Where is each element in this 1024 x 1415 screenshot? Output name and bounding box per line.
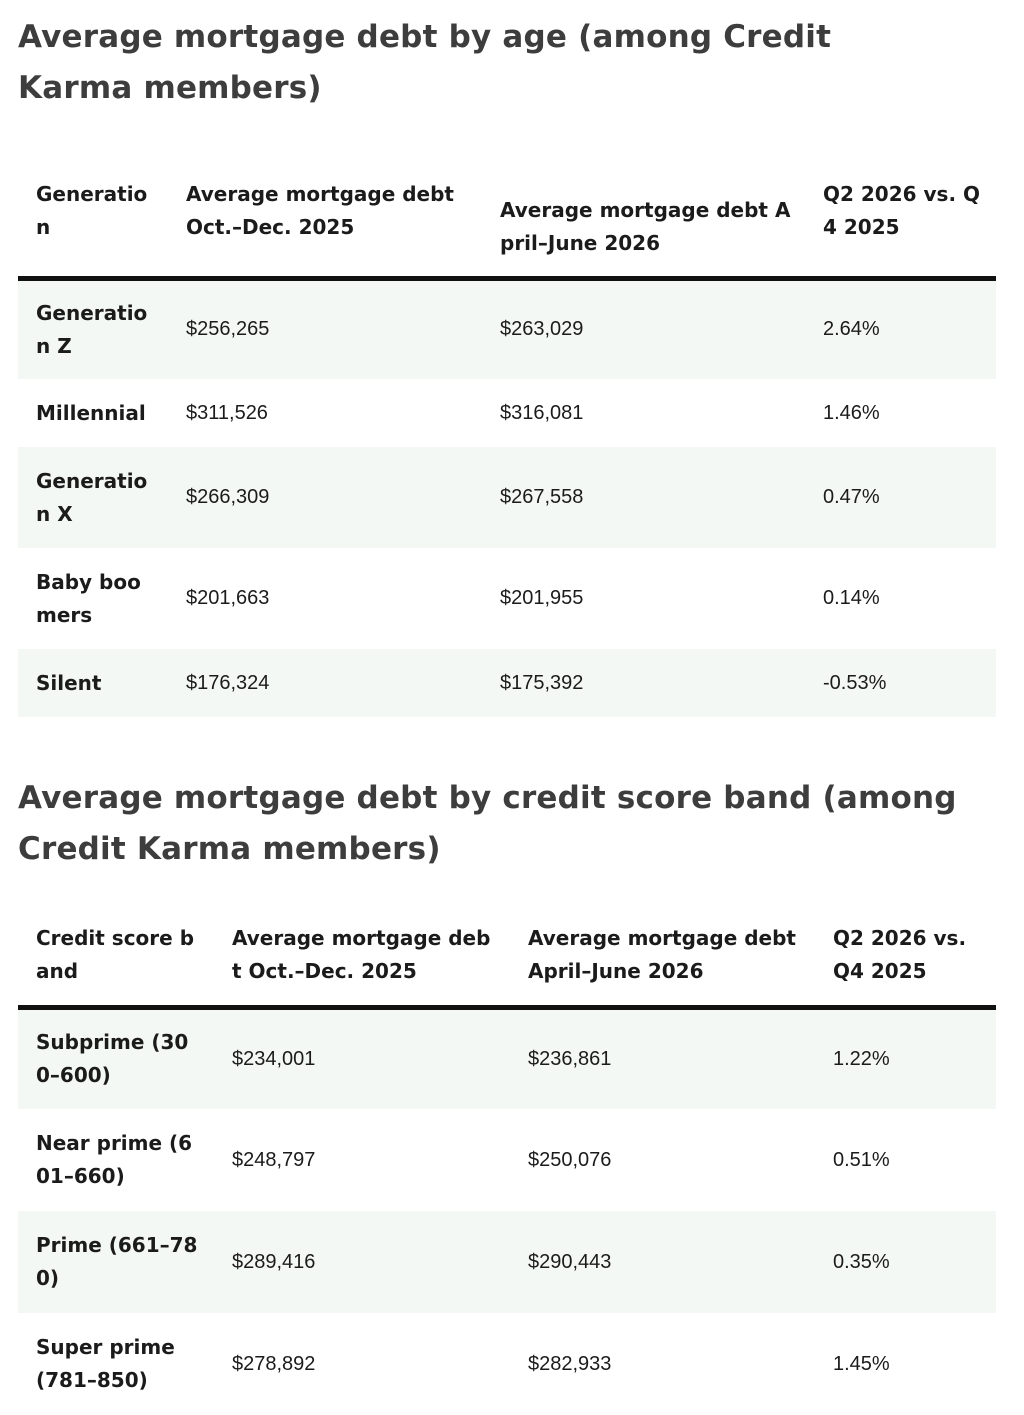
- cell-q4-2025: $278,892: [232, 1352, 316, 1375]
- cell-change: -0.53%: [805, 649, 996, 717]
- cell-change: 0.35%: [815, 1211, 996, 1313]
- section-title-by-age: Average mortgage debt by age (among Credit Karma members): [18, 19, 832, 106]
- row-label: Prime (661–780): [18, 1211, 214, 1313]
- cell-change: 2.64%: [805, 278, 996, 379]
- section-title-by-credit-score: Average mortgage debt by credit score band (among Credit Karma members): [18, 780, 957, 867]
- cell-q4-2025: $234,001: [214, 1007, 510, 1109]
- header-row: [18, 905, 996, 1007]
- column-header-change: Q2 2026 vs. Q4 2025: [805, 160, 996, 278]
- table-row: [18, 1007, 996, 1109]
- cell-change: 1.46%: [823, 401, 880, 424]
- table-row: [18, 1211, 996, 1313]
- row-label: Subprime (300–600): [18, 1007, 214, 1109]
- table-row: [18, 1313, 996, 1415]
- cell-change: 1.45%: [833, 1352, 890, 1375]
- column-header-q2-2026: Average mortgage debt April–June 2026: [482, 160, 805, 278]
- table-row: [18, 548, 996, 649]
- cell-q2-2026: $263,029: [482, 278, 805, 379]
- table-row: [18, 649, 996, 717]
- table-header: [18, 160, 996, 278]
- column-header-q4-2025: Average mortgage debt Oct.–Dec. 2025: [214, 905, 510, 1007]
- table-row: [18, 278, 996, 379]
- column-header-q4-2025: Average mortgage debt Oct.–Dec. 2025: [168, 160, 482, 278]
- cell-q4-2025: $289,416: [214, 1211, 510, 1313]
- table-row: [18, 379, 996, 447]
- column-header-change: Q2 2026 vs. Q4 2025: [815, 905, 996, 1007]
- header-row: [18, 160, 996, 278]
- table-header: [18, 905, 996, 1007]
- cell-q2-2026: $290,443: [510, 1211, 815, 1313]
- cell-q4-2025: $266,309: [168, 447, 482, 548]
- row-label: Super prime (781–850): [36, 1335, 175, 1392]
- table-row: [18, 447, 996, 548]
- cell-q2-2026: $175,392: [482, 649, 805, 717]
- cell-q4-2025: $311,526: [186, 401, 268, 424]
- cell-q2-2026: $250,076: [528, 1148, 612, 1171]
- column-header-credit-score-band: Credit score band: [18, 905, 214, 1007]
- cell-q2-2026: $316,081: [500, 401, 584, 424]
- row-label: Generation X: [18, 447, 168, 548]
- row-label: Baby boomers: [36, 569, 141, 627]
- cell-q4-2025: $256,265: [168, 278, 482, 379]
- cell-change: 0.14%: [823, 587, 880, 609]
- cell-q2-2026: $267,558: [482, 447, 805, 548]
- row-label: Near prime (601–660): [36, 1131, 193, 1188]
- cell-q2-2026: $236,861: [510, 1007, 815, 1109]
- cell-q4-2025: $176,324: [168, 649, 482, 717]
- column-header-q2-2026: Average mortgage debt April–June 2026: [510, 905, 815, 1007]
- cell-change: 0.47%: [805, 447, 996, 548]
- mortgage-debt-by-credit-score-table: [18, 905, 996, 1415]
- column-header-generation: Generation: [18, 160, 168, 278]
- cell-q4-2025: $248,797: [232, 1148, 316, 1171]
- mortgage-debt-by-age-table: [18, 160, 996, 717]
- row-label: Millennial: [36, 400, 146, 425]
- row-label: Generation Z: [18, 278, 168, 379]
- cell-q2-2026: $201,955: [500, 587, 584, 609]
- cell-change: 1.22%: [815, 1007, 996, 1109]
- cell-q2-2026: $282,933: [528, 1352, 612, 1375]
- table-row: [18, 1109, 996, 1211]
- cell-change: 0.51%: [833, 1148, 890, 1171]
- row-label: Silent: [18, 649, 168, 717]
- cell-q4-2025: $201,663: [186, 587, 270, 609]
